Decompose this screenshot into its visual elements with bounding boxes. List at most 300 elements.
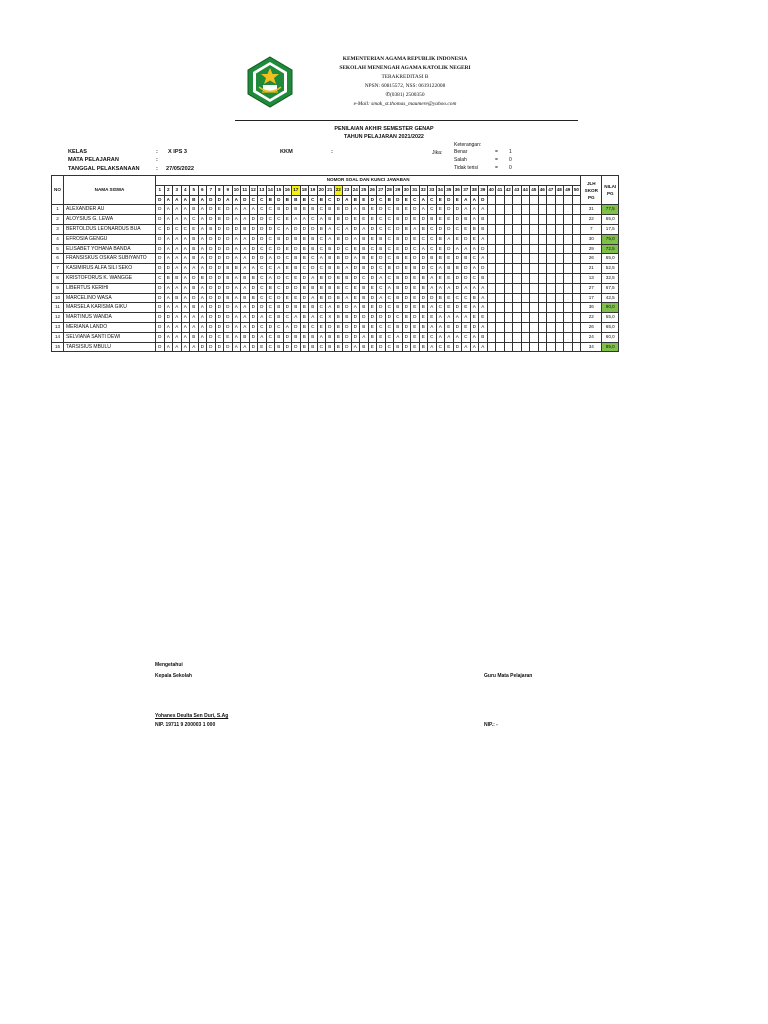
answer-key-cell — [496, 195, 505, 205]
question-number: 24 — [351, 185, 360, 195]
answer-cell: B — [394, 342, 403, 352]
answer-cell: A — [428, 322, 437, 332]
mengetahui: Mengetahui — [155, 662, 183, 668]
answer-cell: E — [462, 224, 471, 234]
answer-cell: D — [164, 313, 173, 323]
answer-cell: B — [479, 215, 488, 225]
answer-cell: C — [377, 215, 386, 225]
answer-cell: A — [173, 322, 182, 332]
question-number: 19 — [309, 185, 318, 195]
answer-cell: D — [343, 215, 352, 225]
answer-cell: A — [181, 205, 190, 215]
answer-cell: D — [156, 205, 165, 215]
doc-subtitle: TAHUN PELAJARAN 2021/2022 — [344, 134, 424, 140]
answer-cell: D — [156, 342, 165, 352]
answer-cell: A — [198, 215, 207, 225]
answer-cell — [487, 313, 496, 323]
answer-cell: B — [334, 234, 343, 244]
answer-cell — [555, 244, 564, 254]
answer-cell: C — [428, 332, 437, 342]
answer-cell: E — [368, 215, 377, 225]
answer-cell: D — [215, 273, 224, 283]
question-number: 12 — [249, 185, 258, 195]
answer-cell: C — [258, 205, 267, 215]
answer-cell — [538, 224, 547, 234]
answer-cell — [521, 332, 530, 342]
answer-cell: D — [402, 342, 411, 352]
answer-cell: D — [411, 254, 420, 264]
jika-label: Jika: — [432, 150, 443, 156]
question-number: 42 — [504, 185, 513, 195]
answer-cell — [564, 254, 573, 264]
student-name: MARTINUS WANDA — [64, 313, 156, 323]
email: e-Mail: smak_st.thomas_maumere@yahoo.com — [353, 100, 457, 107]
answer-cell: A — [326, 303, 335, 313]
answer-cell: D — [368, 313, 377, 323]
answer-cell: X — [326, 313, 335, 323]
answer-cell: E — [402, 264, 411, 274]
answer-cell: E — [462, 303, 471, 313]
answer-cell: B — [343, 313, 352, 323]
table-row — [52, 293, 619, 303]
keterangan-eq: = — [495, 165, 498, 171]
answer-cell: D — [343, 234, 352, 244]
answer-cell: A — [164, 205, 173, 215]
answer-cell: D — [224, 283, 233, 293]
answer-cell: A — [173, 303, 182, 313]
keterangan-label: Salah — [454, 157, 467, 163]
answer-cell: A — [198, 224, 207, 234]
answer-cell: D — [215, 244, 224, 254]
answer-cell: D — [156, 244, 165, 254]
answer-cell: E — [462, 322, 471, 332]
answer-cell: A — [181, 332, 190, 342]
answer-cell: A — [351, 342, 360, 352]
question-number: 47 — [547, 185, 556, 195]
answer-cell: E — [411, 332, 420, 342]
question-number: 36 — [453, 185, 462, 195]
answer-cell: B — [190, 234, 199, 244]
question-number: 32 — [419, 185, 428, 195]
question-number: 49 — [564, 185, 573, 195]
answer-cell — [513, 342, 522, 352]
answer-cell: E — [283, 293, 292, 303]
answer-cell: A — [317, 254, 326, 264]
answer-cell: E — [215, 205, 224, 215]
answer-cell — [496, 224, 505, 234]
student-name: KRISTOFORUS K. WANGGE — [64, 273, 156, 283]
answer-cell: E — [224, 332, 233, 342]
answer-cell: A — [462, 205, 471, 215]
answer-cell: B — [462, 215, 471, 225]
table-row — [52, 342, 619, 352]
answer-key-cell: D — [156, 195, 165, 205]
answer-cell: D — [419, 215, 428, 225]
answer-cell: A — [351, 205, 360, 215]
answer-cell: D — [453, 342, 462, 352]
answer-cell: A — [198, 254, 207, 264]
answer-cell: E — [377, 332, 386, 342]
answer-cell — [547, 322, 556, 332]
answer-cell: A — [360, 332, 369, 342]
answer-cell: A — [181, 244, 190, 254]
answer-cell: A — [198, 234, 207, 244]
answer-cell: B — [249, 293, 258, 303]
answer-cell: C — [156, 273, 165, 283]
answer-cell: C — [317, 303, 326, 313]
answer-cell: C — [334, 224, 343, 234]
answer-cell: C — [343, 244, 352, 254]
answer-cell: A — [419, 244, 428, 254]
answer-cell: D — [292, 342, 301, 352]
answer-cell: C — [385, 254, 394, 264]
student-score: 30 — [581, 234, 602, 244]
answer-cell: A — [164, 283, 173, 293]
accreditation: TERAKREDITASI B — [381, 73, 429, 80]
answer-cell — [547, 254, 556, 264]
answer-cell: D — [249, 234, 258, 244]
student-nilai: 55,0 — [602, 215, 619, 225]
answer-cell — [564, 303, 573, 313]
answer-cell — [504, 313, 513, 323]
answer-cell: A — [479, 254, 488, 264]
answer-cell: D — [156, 303, 165, 313]
col-nilai-header: NILAI PG — [602, 176, 619, 205]
header-row-group — [52, 176, 619, 186]
answer-cell: D — [156, 332, 165, 342]
answer-cell: A — [470, 283, 479, 293]
answer-cell — [513, 254, 522, 264]
answer-cell: B — [173, 273, 182, 283]
answer-cell: D — [351, 313, 360, 323]
student-score: 34 — [581, 342, 602, 352]
answer-cell — [530, 283, 539, 293]
answer-cell: D — [198, 342, 207, 352]
answer-cell: A — [470, 205, 479, 215]
student-score: 27 — [581, 283, 602, 293]
answer-cell: C — [394, 313, 403, 323]
student-score: 24 — [581, 332, 602, 342]
answer-cell: B — [300, 234, 309, 244]
answer-cell: B — [334, 283, 343, 293]
answer-cell: D — [190, 293, 199, 303]
answer-cell: B — [394, 254, 403, 264]
answer-cell: A — [292, 215, 301, 225]
answer-cell: D — [156, 264, 165, 274]
answer-cell — [487, 224, 496, 234]
question-number: 26 — [368, 185, 377, 195]
answer-cell: C — [275, 283, 284, 293]
phone-icon: ✆ — [385, 91, 390, 98]
question-number: 9 — [224, 185, 233, 195]
answer-cell: A — [479, 322, 488, 332]
answer-cell: E — [419, 313, 428, 323]
answer-cell: A — [190, 264, 199, 274]
answer-cell: A — [241, 264, 250, 274]
answer-cell: C — [309, 322, 318, 332]
answer-cell: D — [326, 293, 335, 303]
answer-cell: A — [453, 332, 462, 342]
answer-cell — [564, 332, 573, 342]
answer-cell: A — [470, 332, 479, 342]
answer-cell: B — [470, 293, 479, 303]
answer-cell — [521, 264, 530, 274]
answer-key-cell: E — [360, 195, 369, 205]
answer-cell: E — [470, 234, 479, 244]
kkm-colon: : — [331, 149, 333, 155]
answer-cell: D — [377, 342, 386, 352]
table-row — [52, 322, 619, 332]
kelas-value: X IPS 3 — [168, 149, 187, 155]
answer-key-cell: B — [351, 195, 360, 205]
answer-cell: D — [402, 322, 411, 332]
answer-cell: B — [300, 342, 309, 352]
answer-cell — [572, 283, 581, 293]
answer-cell: A — [173, 215, 182, 225]
answer-cell: B — [275, 332, 284, 342]
answer-cell — [555, 273, 564, 283]
answer-cell: B — [360, 264, 369, 274]
answer-cell — [487, 234, 496, 244]
answer-cell: C — [377, 322, 386, 332]
answer-cell — [572, 234, 581, 244]
question-number: 45 — [530, 185, 539, 195]
answer-cell: D — [258, 254, 267, 264]
answer-cell — [538, 273, 547, 283]
answer-cell: B — [470, 224, 479, 234]
answer-cell — [538, 293, 547, 303]
answer-cell: A — [283, 224, 292, 234]
answer-cell: A — [232, 332, 241, 342]
answer-key-cell — [487, 195, 496, 205]
answer-cell — [496, 205, 505, 215]
question-number: 35 — [445, 185, 454, 195]
table-row — [52, 205, 619, 215]
answer-cell: B — [334, 264, 343, 274]
answer-cell: D — [224, 342, 233, 352]
student-nilai: 90,0 — [602, 303, 619, 313]
answer-cell: D — [207, 313, 216, 323]
col-group-header: NOMOR SOAL DAN KUNCI JAWABAN — [156, 176, 581, 186]
question-number: 6 — [198, 185, 207, 195]
answer-cell: B — [317, 273, 326, 283]
answer-cell — [504, 283, 513, 293]
answer-cell: C — [343, 283, 352, 293]
answer-cell: C — [283, 313, 292, 323]
answer-cell: B — [445, 264, 454, 274]
student-score: 22 — [581, 313, 602, 323]
student-nilai: 32,5 — [602, 273, 619, 283]
answer-cell: D — [215, 313, 224, 323]
answer-cell — [547, 215, 556, 225]
answer-cell: D — [479, 244, 488, 254]
answer-cell: E — [368, 322, 377, 332]
answer-cell — [496, 273, 505, 283]
student-name: ALEXANDER AU — [64, 205, 156, 215]
answer-cell: A — [164, 244, 173, 254]
answer-cell: D — [275, 273, 284, 283]
answer-cell — [496, 215, 505, 225]
answer-cell: B — [394, 273, 403, 283]
answer-cell — [521, 342, 530, 352]
answer-cell: B — [326, 283, 335, 293]
answer-cell: A — [479, 205, 488, 215]
answer-cell — [538, 244, 547, 254]
answer-cell: D — [445, 224, 454, 234]
keterangan-eq: = — [495, 157, 498, 163]
answer-key-cell: A — [419, 195, 428, 205]
answer-cell: D — [351, 224, 360, 234]
answer-cell: D — [292, 283, 301, 293]
student-no: 4 — [52, 234, 64, 244]
answer-cell: D — [394, 224, 403, 234]
answer-cell: C — [258, 322, 267, 332]
keterangan-value: 0 — [509, 157, 512, 163]
answer-cell: A — [164, 322, 173, 332]
answer-cell — [547, 273, 556, 283]
answer-cell: D — [224, 244, 233, 254]
answer-cell: B — [326, 342, 335, 352]
answer-cell: D — [402, 293, 411, 303]
npsn: NPSN: 60815572, NSS: 0619122008 — [364, 82, 446, 89]
answer-cell: B — [360, 303, 369, 313]
answer-cell: D — [215, 342, 224, 352]
school-name: SEKOLAH MENENGAH AGAMA KATOLIK NEGERI — [339, 64, 471, 71]
answer-cell — [564, 215, 573, 225]
answer-cell: A — [436, 313, 445, 323]
answer-key-cell — [572, 195, 581, 205]
answer-cell — [555, 205, 564, 215]
answer-cell: B — [300, 205, 309, 215]
answer-cell — [547, 342, 556, 352]
answer-cell — [530, 264, 539, 274]
answer-cell: D — [300, 224, 309, 234]
answer-cell: A — [249, 205, 258, 215]
question-number: 14 — [266, 185, 275, 195]
answer-cell: B — [241, 273, 250, 283]
answer-cell: A — [275, 264, 284, 274]
answer-key-cell: A — [173, 195, 182, 205]
answer-cell: B — [300, 322, 309, 332]
answer-cell: C — [385, 303, 394, 313]
answer-key-cell: A — [232, 195, 241, 205]
answer-cell: C — [385, 332, 394, 342]
answer-cell: A — [164, 234, 173, 244]
answer-cell: D — [343, 303, 352, 313]
answer-cell — [555, 313, 564, 323]
student-name: MERIANA LANDO — [64, 322, 156, 332]
answer-cell — [555, 332, 564, 342]
answer-key-cell — [538, 195, 547, 205]
answer-cell: B — [436, 254, 445, 264]
answer-cell: C — [428, 224, 437, 234]
answer-cell — [496, 234, 505, 244]
answer-cell: A — [428, 273, 437, 283]
answer-cell: A — [241, 234, 250, 244]
answer-cell: D — [402, 215, 411, 225]
answer-cell: C — [266, 313, 275, 323]
answer-cell: A — [173, 342, 182, 352]
answer-cell: D — [377, 254, 386, 264]
answer-cell: C — [266, 244, 275, 254]
answer-cell: A — [198, 303, 207, 313]
student-nilai: 72,5 — [602, 244, 619, 254]
student-name: ELISABET YOHANA BANDA — [64, 244, 156, 254]
question-number: 44 — [521, 185, 530, 195]
doc-title: PENILAIAN AKHIR SEMESTER GENAP — [334, 126, 434, 132]
answer-cell: D — [207, 342, 216, 352]
answer-cell: D — [453, 254, 462, 264]
answer-key-cell: A — [164, 195, 173, 205]
answer-cell: A — [241, 215, 250, 225]
answer-cell: C — [453, 293, 462, 303]
answer-cell: B — [360, 254, 369, 264]
answer-cell: D — [283, 283, 292, 293]
answer-cell: D — [351, 332, 360, 342]
answer-cell: D — [351, 264, 360, 274]
question-number: 5 — [190, 185, 199, 195]
answer-key-cell: A — [198, 195, 207, 205]
answer-cell — [521, 254, 530, 264]
answer-cell: C — [377, 224, 386, 234]
answer-cell: E — [283, 264, 292, 274]
question-number: 29 — [394, 185, 403, 195]
answer-cell — [487, 322, 496, 332]
answer-cell: B — [453, 264, 462, 274]
answer-cell: C — [428, 205, 437, 215]
answer-cell: D — [275, 293, 284, 303]
answer-cell: A — [198, 293, 207, 303]
answer-cell: C — [266, 205, 275, 215]
answer-cell: A — [173, 283, 182, 293]
answer-cell: A — [173, 205, 182, 215]
answer-cell: A — [198, 313, 207, 323]
answer-cell: A — [351, 234, 360, 244]
student-name: BERTOLDUS LEONARDUS BUA — [64, 224, 156, 234]
student-no: 5 — [52, 244, 64, 254]
answer-cell: B — [292, 332, 301, 342]
letterhead — [300, 55, 510, 108]
answer-cell: D — [283, 342, 292, 352]
answer-cell: B — [360, 322, 369, 332]
answer-cell: D — [419, 264, 428, 274]
answer-cell — [564, 293, 573, 303]
answer-cell: A — [232, 303, 241, 313]
answer-cell: A — [198, 322, 207, 332]
answer-cell — [504, 234, 513, 244]
answer-cell: E — [351, 283, 360, 293]
answer-cell: B — [309, 283, 318, 293]
answer-cell: B — [300, 303, 309, 313]
question-number: 31 — [411, 185, 420, 195]
answer-cell: D — [224, 254, 233, 264]
answer-cell: A — [470, 342, 479, 352]
answer-cell: B — [300, 283, 309, 293]
answer-cell: B — [207, 224, 216, 234]
answer-key-cell: E — [402, 195, 411, 205]
answer-key-cell: D — [334, 195, 343, 205]
answer-cell: C — [266, 332, 275, 342]
answer-cell — [521, 234, 530, 244]
answer-cell: A — [445, 332, 454, 342]
answer-cell: B — [419, 303, 428, 313]
answer-cell: B — [419, 283, 428, 293]
answer-cell: A — [292, 313, 301, 323]
answer-cell — [513, 234, 522, 244]
answer-cell: D — [224, 303, 233, 313]
answer-cell — [538, 283, 547, 293]
answer-cell: C — [258, 273, 267, 283]
